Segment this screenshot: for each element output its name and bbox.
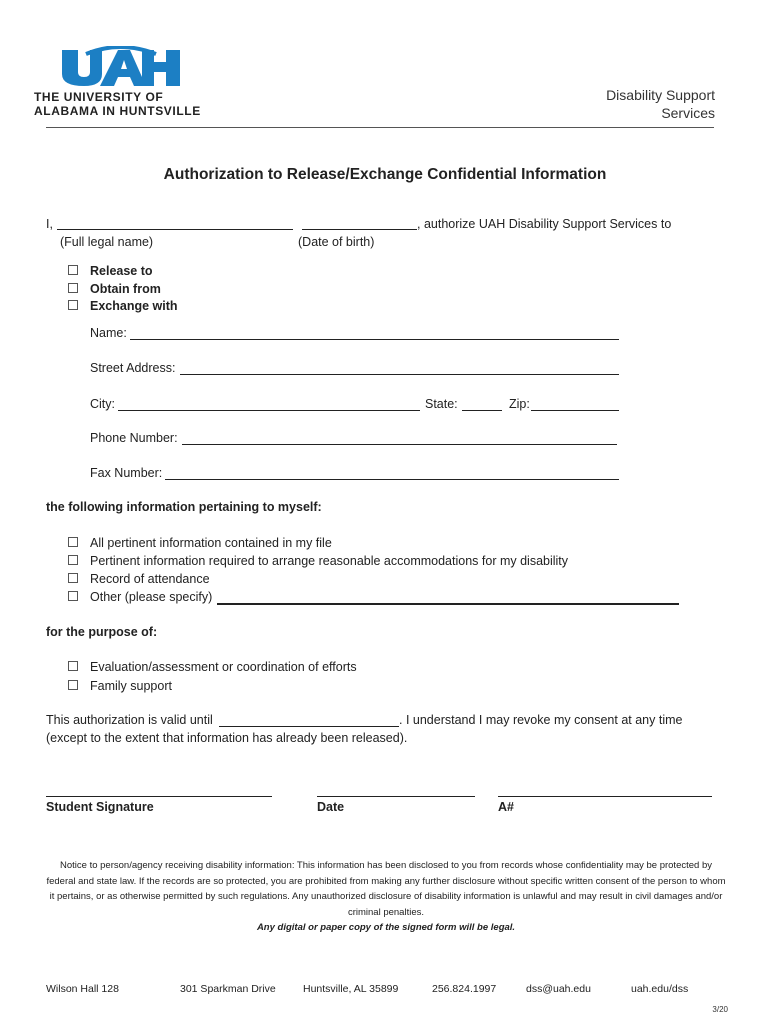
info-option-other-label: Other (please specify) <box>90 590 213 604</box>
confidentiality-notice <box>46 858 726 936</box>
checkbox[interactable] <box>68 680 78 690</box>
uah-logo-graphic <box>56 46 184 88</box>
dob-caption: (Date of birth) <box>298 235 375 249</box>
checkbox[interactable] <box>68 265 78 275</box>
revision-date: 3/20 <box>712 1005 728 1014</box>
full-name-field[interactable] <box>57 228 293 230</box>
city-label: City: <box>90 397 115 411</box>
street-label: Street Address: <box>90 361 176 375</box>
checkbox[interactable] <box>68 537 78 547</box>
intro-prefix: I, <box>46 217 53 231</box>
university-line-2: ALABAMA IN HUNTSVILLE <box>34 104 201 118</box>
other-specify-field[interactable] <box>217 602 679 605</box>
department-name <box>606 86 715 122</box>
full-name-caption: (Full legal name) <box>60 235 154 249</box>
checkbox[interactable] <box>68 591 78 601</box>
info-option-other[interactable] <box>68 589 212 605</box>
info-option-all[interactable] <box>68 535 332 551</box>
form-title: Authorization to Release/Exchange Confidential Information <box>163 166 607 183</box>
footer-city: Huntsville, AL 35899 <box>303 983 399 995</box>
date-of-birth-field[interactable] <box>302 228 417 230</box>
valid-note: (except to the extent that information has already been released). <box>46 731 408 745</box>
intro-suffix: , authorize UAH Disability Support Services to <box>417 217 672 231</box>
student-signature-field[interactable] <box>46 795 272 797</box>
zip-label: Zip: <box>509 397 530 411</box>
date-field[interactable] <box>317 795 475 797</box>
checkbox[interactable] <box>68 283 78 293</box>
phone-field[interactable] <box>182 443 617 445</box>
info-option-all-label: All pertinent information contained in my file <box>90 536 332 550</box>
checkbox[interactable] <box>68 661 78 671</box>
university-line-1: THE UNIVERSITY OF <box>34 90 164 104</box>
checkbox[interactable] <box>68 555 78 565</box>
state-field[interactable] <box>462 409 502 411</box>
footer-building: Wilson Hall 128 <box>46 983 119 995</box>
a-number-label: A# <box>498 800 514 814</box>
valid-suffix: . I understand I may revoke my consent at any time <box>399 713 683 727</box>
phone-label: Phone Number: <box>90 431 178 445</box>
action-obtain-label: Obtain from <box>90 282 161 296</box>
fax-field[interactable] <box>165 478 619 480</box>
name-label: Name: <box>90 326 127 340</box>
info-option-attendance-label: Record of attendance <box>90 572 210 586</box>
footer-street: 301 Sparkman Drive <box>180 983 276 995</box>
street-address-field[interactable] <box>180 373 619 375</box>
action-release[interactable] <box>68 263 153 279</box>
notice-emphasis: Any digital or paper copy of the signed form will be legal. <box>256 922 516 933</box>
department-line-2: Services <box>661 105 715 121</box>
footer-website[interactable]: uah.edu/dss <box>631 983 689 995</box>
purpose-heading: for the purpose of: <box>46 625 158 639</box>
footer-phone: 256.824.1997 <box>432 983 497 995</box>
info-heading: the following information pertaining to myself: <box>46 500 322 514</box>
date-label: Date <box>317 800 345 814</box>
action-release-label: Release to <box>90 264 153 278</box>
valid-prefix: This authorization is valid until <box>46 713 213 727</box>
purpose-option-evaluation-label: Evaluation/assessment or coordination of efforts <box>90 660 357 674</box>
checkbox[interactable] <box>68 300 78 310</box>
valid-until-field[interactable] <box>219 725 399 727</box>
action-exchange-label: Exchange with <box>90 299 178 313</box>
university-name <box>34 90 201 118</box>
notice-text: Notice to person/agency receiving disability information: This information has been disclosed to you from records whose confidentiality may be protected by federal and state law. If the records are so protected, you are prohibited from making any further disclosure without specific written consent of the person to whom it pertains, or as otherwise permitted by such regulations. Any unauthorized disclosure of disability information is unlawful and may result in civil damages and/or criminal penalties. <box>46 860 726 918</box>
a-number-field[interactable] <box>498 795 712 797</box>
footer-email[interactable]: dss@uah.edu <box>526 983 591 995</box>
department-line-1: Disability Support <box>606 87 715 103</box>
header-divider <box>46 127 714 128</box>
uah-logo <box>56 46 184 88</box>
state-label: State: <box>425 397 458 411</box>
purpose-option-evaluation[interactable] <box>68 659 357 675</box>
checkbox[interactable] <box>68 573 78 583</box>
city-field[interactable] <box>118 409 420 411</box>
purpose-option-family[interactable] <box>68 678 172 694</box>
action-exchange[interactable] <box>68 298 178 314</box>
contact-name-field[interactable] <box>130 338 619 340</box>
info-option-accommodations-label: Pertinent information required to arrange reasonable accommodations for my disability <box>90 554 569 568</box>
action-obtain[interactable] <box>68 281 161 297</box>
info-option-attendance[interactable] <box>68 571 210 587</box>
fax-label: Fax Number: <box>90 466 163 480</box>
purpose-option-family-label: Family support <box>90 679 172 693</box>
zip-field[interactable] <box>531 409 619 411</box>
info-option-accommodations[interactable] <box>68 553 568 569</box>
student-signature-label: Student Signature <box>46 800 154 814</box>
